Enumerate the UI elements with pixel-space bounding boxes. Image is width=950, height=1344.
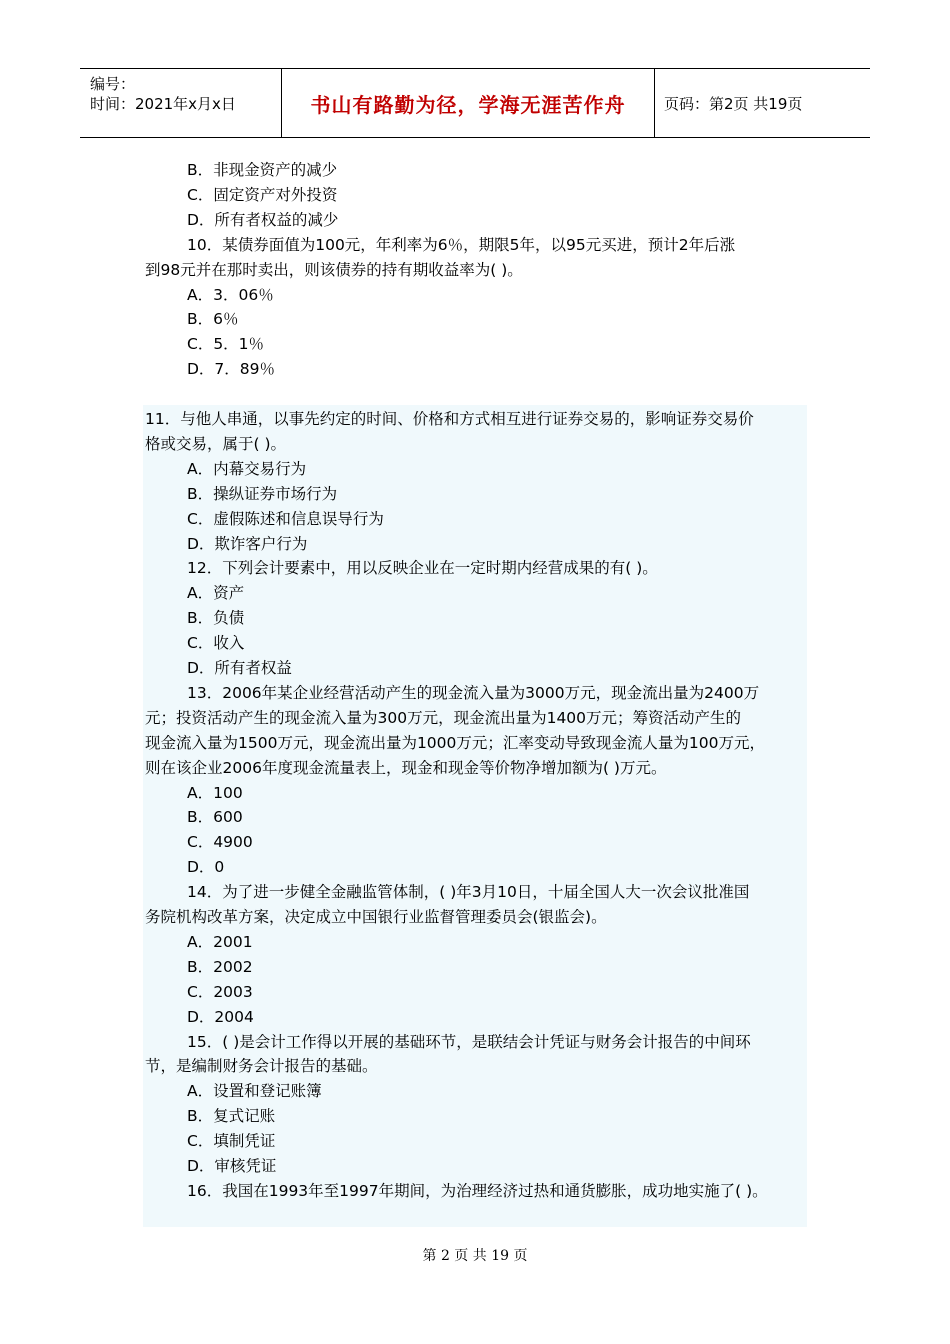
question-line: 12．下列会计要素中，用以反映企业在一定时期内经营成果的有( )。 bbox=[187, 559, 658, 578]
option-line: D．2004 bbox=[187, 1007, 254, 1026]
option-line: A．内幕交易行为 bbox=[187, 459, 307, 478]
question-line: 13．2006年某企业经营活动产生的现金流入量为3000万元，现金流出量为2400万 bbox=[187, 683, 760, 702]
question-line: 到98元并在那时卖出，则该债券的持有期收益率为( )。 bbox=[145, 260, 523, 279]
option-line: C．固定资产对外投资 bbox=[187, 185, 338, 204]
option-line: B．负债 bbox=[187, 609, 245, 628]
question-line: 元；投资活动产生的现金流入量为300万元，现金流出量为1400万元；筹资活动产生的 bbox=[145, 708, 742, 727]
option-line: A．设置和登记账簿 bbox=[187, 1082, 322, 1101]
option-line: B．600 bbox=[187, 808, 243, 827]
question-line: 格或交易，属于( )。 bbox=[145, 434, 287, 453]
option-line: C．虚假陈述和信息误导行为 bbox=[187, 509, 384, 528]
option-line: B．操纵证券市场行为 bbox=[187, 484, 338, 503]
option-line: B．复式记账 bbox=[187, 1107, 276, 1126]
option-line: C．填制凭证 bbox=[187, 1132, 276, 1151]
time-label: 时间：2021年x月x日 bbox=[90, 95, 236, 113]
option-line: C．2003 bbox=[187, 982, 253, 1001]
page-code: 页码：第2页 共19页 bbox=[664, 94, 803, 113]
option-line: D．7．89％ bbox=[187, 360, 276, 379]
option-line: D．0 bbox=[187, 858, 225, 877]
header-page-cell bbox=[655, 69, 870, 137]
option-line: A．100 bbox=[187, 783, 243, 802]
question-line: 务院机构改革方案，决定成立中国银行业监督管理委员会(银监会)。 bbox=[145, 908, 607, 926]
option-line: B．6％ bbox=[187, 310, 239, 329]
option-line: B．非现金资产的减少 bbox=[187, 161, 338, 179]
option-line: D．所有者权益的减少 bbox=[187, 210, 339, 229]
question-line: 14．为了进一步健全金融监管体制，( )年3月10日，十届全国人大一次会议批准国 bbox=[187, 883, 750, 902]
option-line: A．3．06％ bbox=[187, 285, 274, 304]
question-line: 15．( )是会计工作得以开展的基础环节，是联结会计凭证与财务会计报告的中间环 bbox=[187, 1032, 751, 1051]
question-line: 16．我国在1993年至1997年期间，为治理经济过热和通货膨胀，成功地实施了( )。 bbox=[187, 1181, 768, 1200]
option-line: C．4900 bbox=[187, 833, 253, 852]
number-label: 编号： bbox=[90, 75, 136, 93]
option-line: B．2002 bbox=[187, 957, 253, 976]
option-line: C．5．1％ bbox=[187, 335, 265, 354]
header-motto-cell bbox=[282, 69, 655, 137]
question-line: 则在该企业2006年度现金流量表上，现金和现金等价物净增加额为( )万元。 bbox=[145, 758, 667, 777]
question-line: 现金流入量为1500万元，现金流出量为1000万元；汇率变动导致现金流人量为100万元， bbox=[145, 733, 765, 752]
option-line: D．欺诈客户行为 bbox=[187, 534, 308, 553]
page-header bbox=[80, 68, 870, 138]
page-footer: 第 2 页 共 19 页 bbox=[422, 1248, 528, 1264]
option-line: C．收入 bbox=[187, 634, 245, 653]
question-line: 10．某债券面值为100元，年利率为6％，期限5年，以95元买进，预计2年后涨 bbox=[187, 235, 736, 254]
option-line: A．资产 bbox=[187, 584, 245, 603]
question-line: 11．与他人串通，以事先约定的时间、价格和方式相互进行证券交易的，影响证券交易价 bbox=[145, 410, 754, 428]
option-line: D．所有者权益 bbox=[187, 659, 292, 677]
option-line: A．2001 bbox=[187, 932, 253, 951]
question-line: 节，是编制财务会计报告的基础。 bbox=[145, 1057, 378, 1076]
motto: 书山有路勤为径，学海无涯苦作舟 bbox=[310, 92, 626, 117]
header-meta bbox=[80, 69, 282, 137]
option-line: D．审核凭证 bbox=[187, 1157, 277, 1175]
